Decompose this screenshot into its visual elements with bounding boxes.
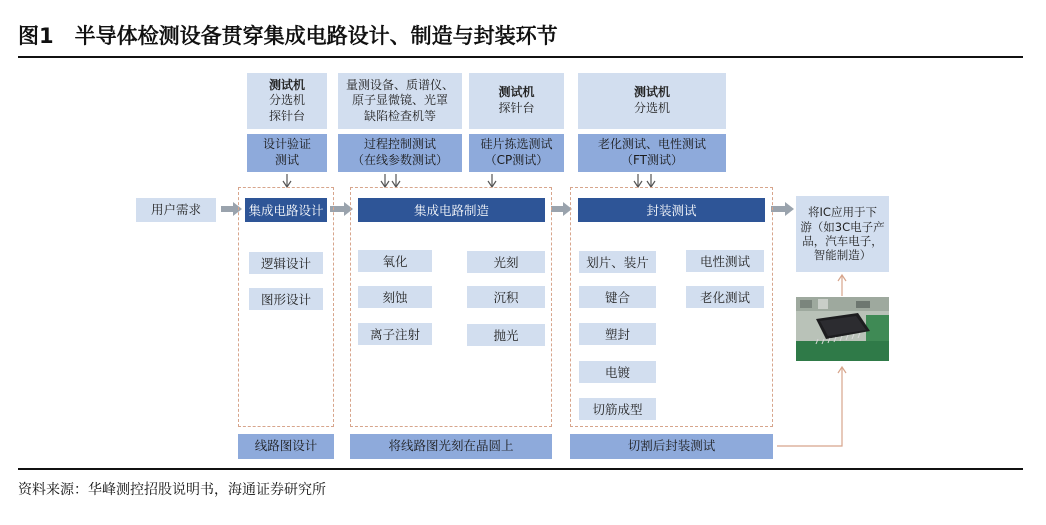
manufacture-item-polishing <box>467 324 545 346</box>
equipment-label: 分选机 <box>633 101 670 115</box>
package-item-label: 划片、装片 <box>586 255 649 270</box>
package-item-label: 切筋成型 <box>592 402 643 417</box>
bottom-box-manufacture <box>350 434 552 459</box>
test-box-ft <box>578 134 726 172</box>
manufacture-stage-label: 集成电路制造 <box>413 203 489 218</box>
package-item-label: 电性测试 <box>699 254 750 269</box>
equipment-bold-label: 测试机 <box>633 85 670 100</box>
bottom-box-package <box>570 434 773 459</box>
source-note: 资料来源：华峰测控招股说明书，海通证券研究所 <box>18 482 326 498</box>
bottom-label: 切割后封装测试 <box>627 438 716 454</box>
up-arrow <box>777 368 842 446</box>
test-label: 老化测试、电性测试 （FT测试） <box>597 137 706 167</box>
package-item-label: 电镀 <box>604 365 630 380</box>
package-stage-label: 封装测试 <box>646 203 697 218</box>
bottom-label: 线路图设计 <box>254 438 318 454</box>
manufacture-item-label: 刻蚀 <box>382 290 408 305</box>
equipment-label: 探针台 <box>498 101 535 115</box>
flow-arrow-head <box>785 202 794 216</box>
package-item-electrical-test <box>686 250 764 272</box>
test-label: 过程控制测试 （在线参数测试） <box>351 137 448 167</box>
design-item-label: 图形设计 <box>260 292 311 307</box>
test-label: 设计验证 测试 <box>262 137 311 167</box>
test-box-cp <box>469 134 564 172</box>
user-need-label: 用户需求 <box>150 201 201 217</box>
equipment-box-cp <box>469 73 564 129</box>
flow-arrow-shaft <box>221 206 233 212</box>
manufacture-item-label: 氧化 <box>382 254 408 269</box>
package-item-dicing <box>579 251 656 273</box>
flow-arrow-shaft <box>771 206 785 212</box>
chip-photo <box>796 297 889 361</box>
manufacture-item-lithography <box>467 251 545 273</box>
package-item-bonding <box>579 286 656 308</box>
manufacture-item-ion-implant <box>358 323 432 345</box>
equipment-box-process <box>338 73 462 129</box>
manufacture-item-label: 光刻 <box>493 255 519 270</box>
test-box-design <box>247 134 327 172</box>
package-stage-box <box>578 198 765 222</box>
manufacture-item-label: 抛光 <box>493 328 519 343</box>
equipment-bold-label: 测试机 <box>268 77 305 92</box>
equipment-bold-label: 测试机 <box>498 85 535 100</box>
test-box-process <box>338 134 462 172</box>
user-need-box <box>136 198 216 222</box>
bottom-label: 将线路图光刻在晶圆上 <box>388 438 514 454</box>
design-stage-label: 集成电路设计 <box>248 203 324 218</box>
equipment-label: 分选机 探针台 <box>268 93 305 123</box>
flow-arrow-shaft <box>551 206 563 212</box>
package-item-molding <box>579 323 656 345</box>
package-item-trim-form <box>579 398 656 420</box>
bottom-box-design <box>238 434 334 459</box>
application-label: 将IC应用于下 游（如3C电子产 品，汽车电子， 智能制造） <box>800 205 885 263</box>
equipment-label: 量测设备、质谱仪、 原子显微镜、光罩 缺陷检查机等 <box>345 77 454 123</box>
package-item-burn-in-test <box>686 286 764 308</box>
up-arrow-head <box>838 367 846 373</box>
application-box <box>796 196 889 272</box>
design-item-label: 逻辑设计 <box>260 256 311 271</box>
package-item-label: 键合 <box>604 290 630 305</box>
design-item-graphic <box>249 288 323 310</box>
equipment-box-ft <box>578 73 726 129</box>
manufacture-item-label: 沉积 <box>493 290 519 305</box>
manufacture-item-etching <box>358 286 432 308</box>
design-stage-box <box>245 198 327 222</box>
manufacture-item-deposition <box>467 286 545 308</box>
test-label: 硅片拣选测试 （CP测试） <box>480 137 553 167</box>
package-item-plating <box>579 361 656 383</box>
manufacture-item-label: 离子注射 <box>369 327 420 342</box>
design-item-logic <box>249 252 323 274</box>
package-item-label: 老化测试 <box>699 290 750 305</box>
up-arrow-head <box>838 275 846 281</box>
figure-title: 图1 半导体检测设备贯穿集成电路设计、制造与封装环节 <box>18 24 558 48</box>
equipment-box-design <box>247 73 327 129</box>
package-item-label: 塑封 <box>604 327 630 342</box>
manufacture-item-oxidation <box>358 250 432 272</box>
footer-rule <box>18 468 1023 470</box>
manufacture-stage-box <box>358 198 545 222</box>
title-rule <box>18 56 1023 58</box>
